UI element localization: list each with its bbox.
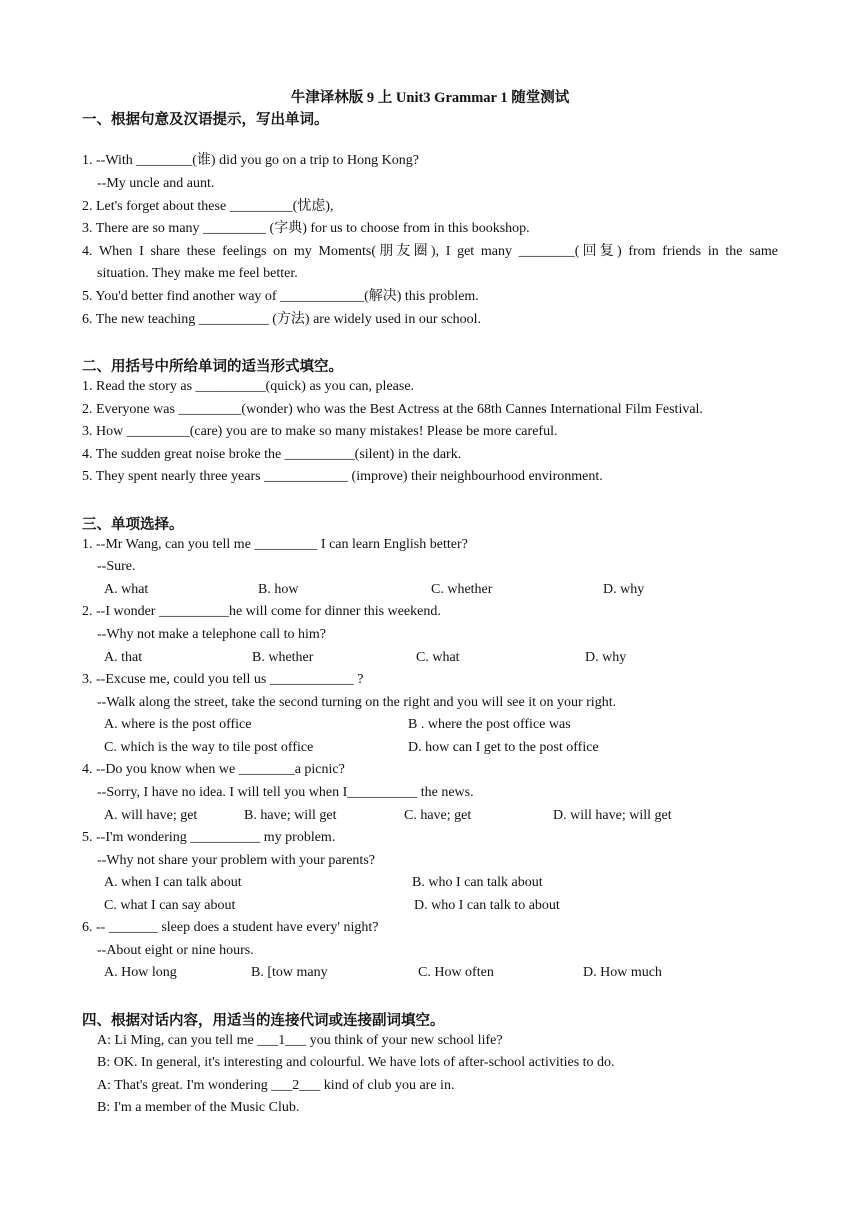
s3-q5-option-d: D. who I can talk to about (414, 898, 560, 913)
s3-q4-option-c: C. have; get (404, 808, 472, 823)
s4-dialogue-line-1: A: Li Ming, can you tell me ___1___ you think of your new school life? (97, 1033, 503, 1048)
s3-question-1: 1. --Mr Wang, can you tell me _________ I can learn English better? (82, 537, 468, 552)
s1-question-4: 4. When I share these feelings on my Moments(朋友圈), I get many ________(回复) from friends in the same (82, 244, 778, 259)
s3-q1-option-a: A. what (104, 582, 149, 597)
section-2-heading: 二、用括号中所给单词的适当形式填空。 (82, 359, 343, 375)
s3-q6-option-b: B. [tow many (251, 965, 328, 980)
s3-question-3-reply: --Walk along the street, take the second turning on the right and you will see it on your right. (97, 695, 617, 710)
s2-question-3: 3. How _________(care) you are to make so many mistakes! Please be more careful. (82, 424, 558, 439)
s3-q2-option-b: B. whether (252, 650, 314, 665)
s1-question-5: 5. You'd better find another way of ____________(解决) this problem. (82, 289, 479, 304)
s2-question-5: 5. They spent nearly three years ____________ (improve) their neighbourhood environment. (82, 469, 603, 484)
s3-q4-option-a: A. will have; get (104, 808, 198, 823)
s3-q1-option-d: D. why (603, 582, 645, 597)
s1-question-3: 3. There are so many _________ (字典) for us to choose from in this bookshop. (82, 221, 530, 236)
s2-question-1: 1. Read the story as __________(quick) as you can, please. (82, 379, 415, 394)
s3-question-2: 2. --I wonder __________he will come for dinner this weekend. (82, 604, 441, 619)
s3-q5-option-b: B. who I can talk about (412, 875, 543, 890)
section-1-heading: 一、根据句意及汉语提示，写出单词。 (82, 112, 329, 128)
page-title: 牛津译林版 9 上 Unit3 Grammar 1 随堂测试 (290, 90, 570, 106)
s1-question-6: 6. The new teaching __________ (方法) are widely used in our school. (82, 312, 482, 327)
s3-q1-option-b: B. how (258, 582, 299, 597)
s3-question-5: 5. --I'm wondering __________ my problem. (82, 830, 336, 845)
section-3-heading: 三、单项选择。 (82, 517, 184, 533)
s1-question-1-answer: --My uncle and aunt. (97, 176, 215, 191)
section-4-heading: 四、根据对话内容，用适当的连接代词或连接副词填空。 (82, 1013, 445, 1029)
s3-question-6-reply: --About eight or nine hours. (97, 943, 254, 958)
s3-q6-option-a: A. How long (104, 965, 177, 980)
s4-dialogue-line-3: A: That's great. I'm wondering ___2___ kind of club you are in. (97, 1078, 455, 1093)
s3-q3-option-a: A. where is the post office (104, 717, 252, 732)
s1-question-1: 1. --With ________(谁) did you go on a trip to Hong Kong? (82, 153, 419, 168)
s3-q4-option-b: B. have; will get (244, 808, 337, 823)
s3-q6-option-d: D. How much (583, 965, 662, 980)
s4-dialogue-line-2: B: OK. In general, it's interesting and colourful. We have lots of after-school activities to do. (97, 1055, 615, 1070)
s3-question-2-reply: --Why not make a telephone call to him? (97, 627, 326, 642)
s1-question-4-cont: situation. They make me feel better. (97, 266, 298, 281)
s2-question-2: 2. Everyone was _________(wonder) who was the Best Actress at the 68th Cannes International Film Festival. (82, 402, 703, 417)
s1-question-2: 2. Let's forget about these _________(忧虑), (82, 199, 334, 214)
s3-q4-option-d: D. will have; will get (553, 808, 672, 823)
s3-q5-option-a: A. when I can talk about (104, 875, 242, 890)
s4-dialogue-line-4: B: I'm a member of the Music Club. (97, 1100, 300, 1115)
s3-question-4-reply: --Sorry, I have no idea. I will tell you when I__________ the news. (97, 785, 474, 800)
s3-question-6: 6. -- _______ sleep does a student have every' night? (82, 920, 379, 935)
s3-q2-option-c: C. what (416, 650, 460, 665)
s3-q1-option-c: C. whether (431, 582, 493, 597)
s3-q5-option-c: C. what I can say about (104, 898, 236, 913)
s3-q3-option-d: D. how can I get to the post office (408, 740, 599, 755)
s3-question-1-reply: --Sure. (97, 559, 136, 574)
s3-question-5-reply: --Why not share your problem with your parents? (97, 853, 375, 868)
s3-q3-option-c: C. which is the way to tile post office (104, 740, 314, 755)
s3-question-3: 3. --Excuse me, could you tell us ____________ ? (82, 672, 364, 687)
s3-q3-option-b: B . where the post office was (408, 717, 571, 732)
s3-question-4: 4. --Do you know when we ________a picnic? (82, 762, 345, 777)
s2-question-4: 4. The sudden great noise broke the __________(silent) in the dark. (82, 447, 462, 462)
s3-q6-option-c: C. How often (418, 965, 494, 980)
s3-q2-option-a: A. that (104, 650, 143, 665)
s3-q2-option-d: D. why (585, 650, 627, 665)
